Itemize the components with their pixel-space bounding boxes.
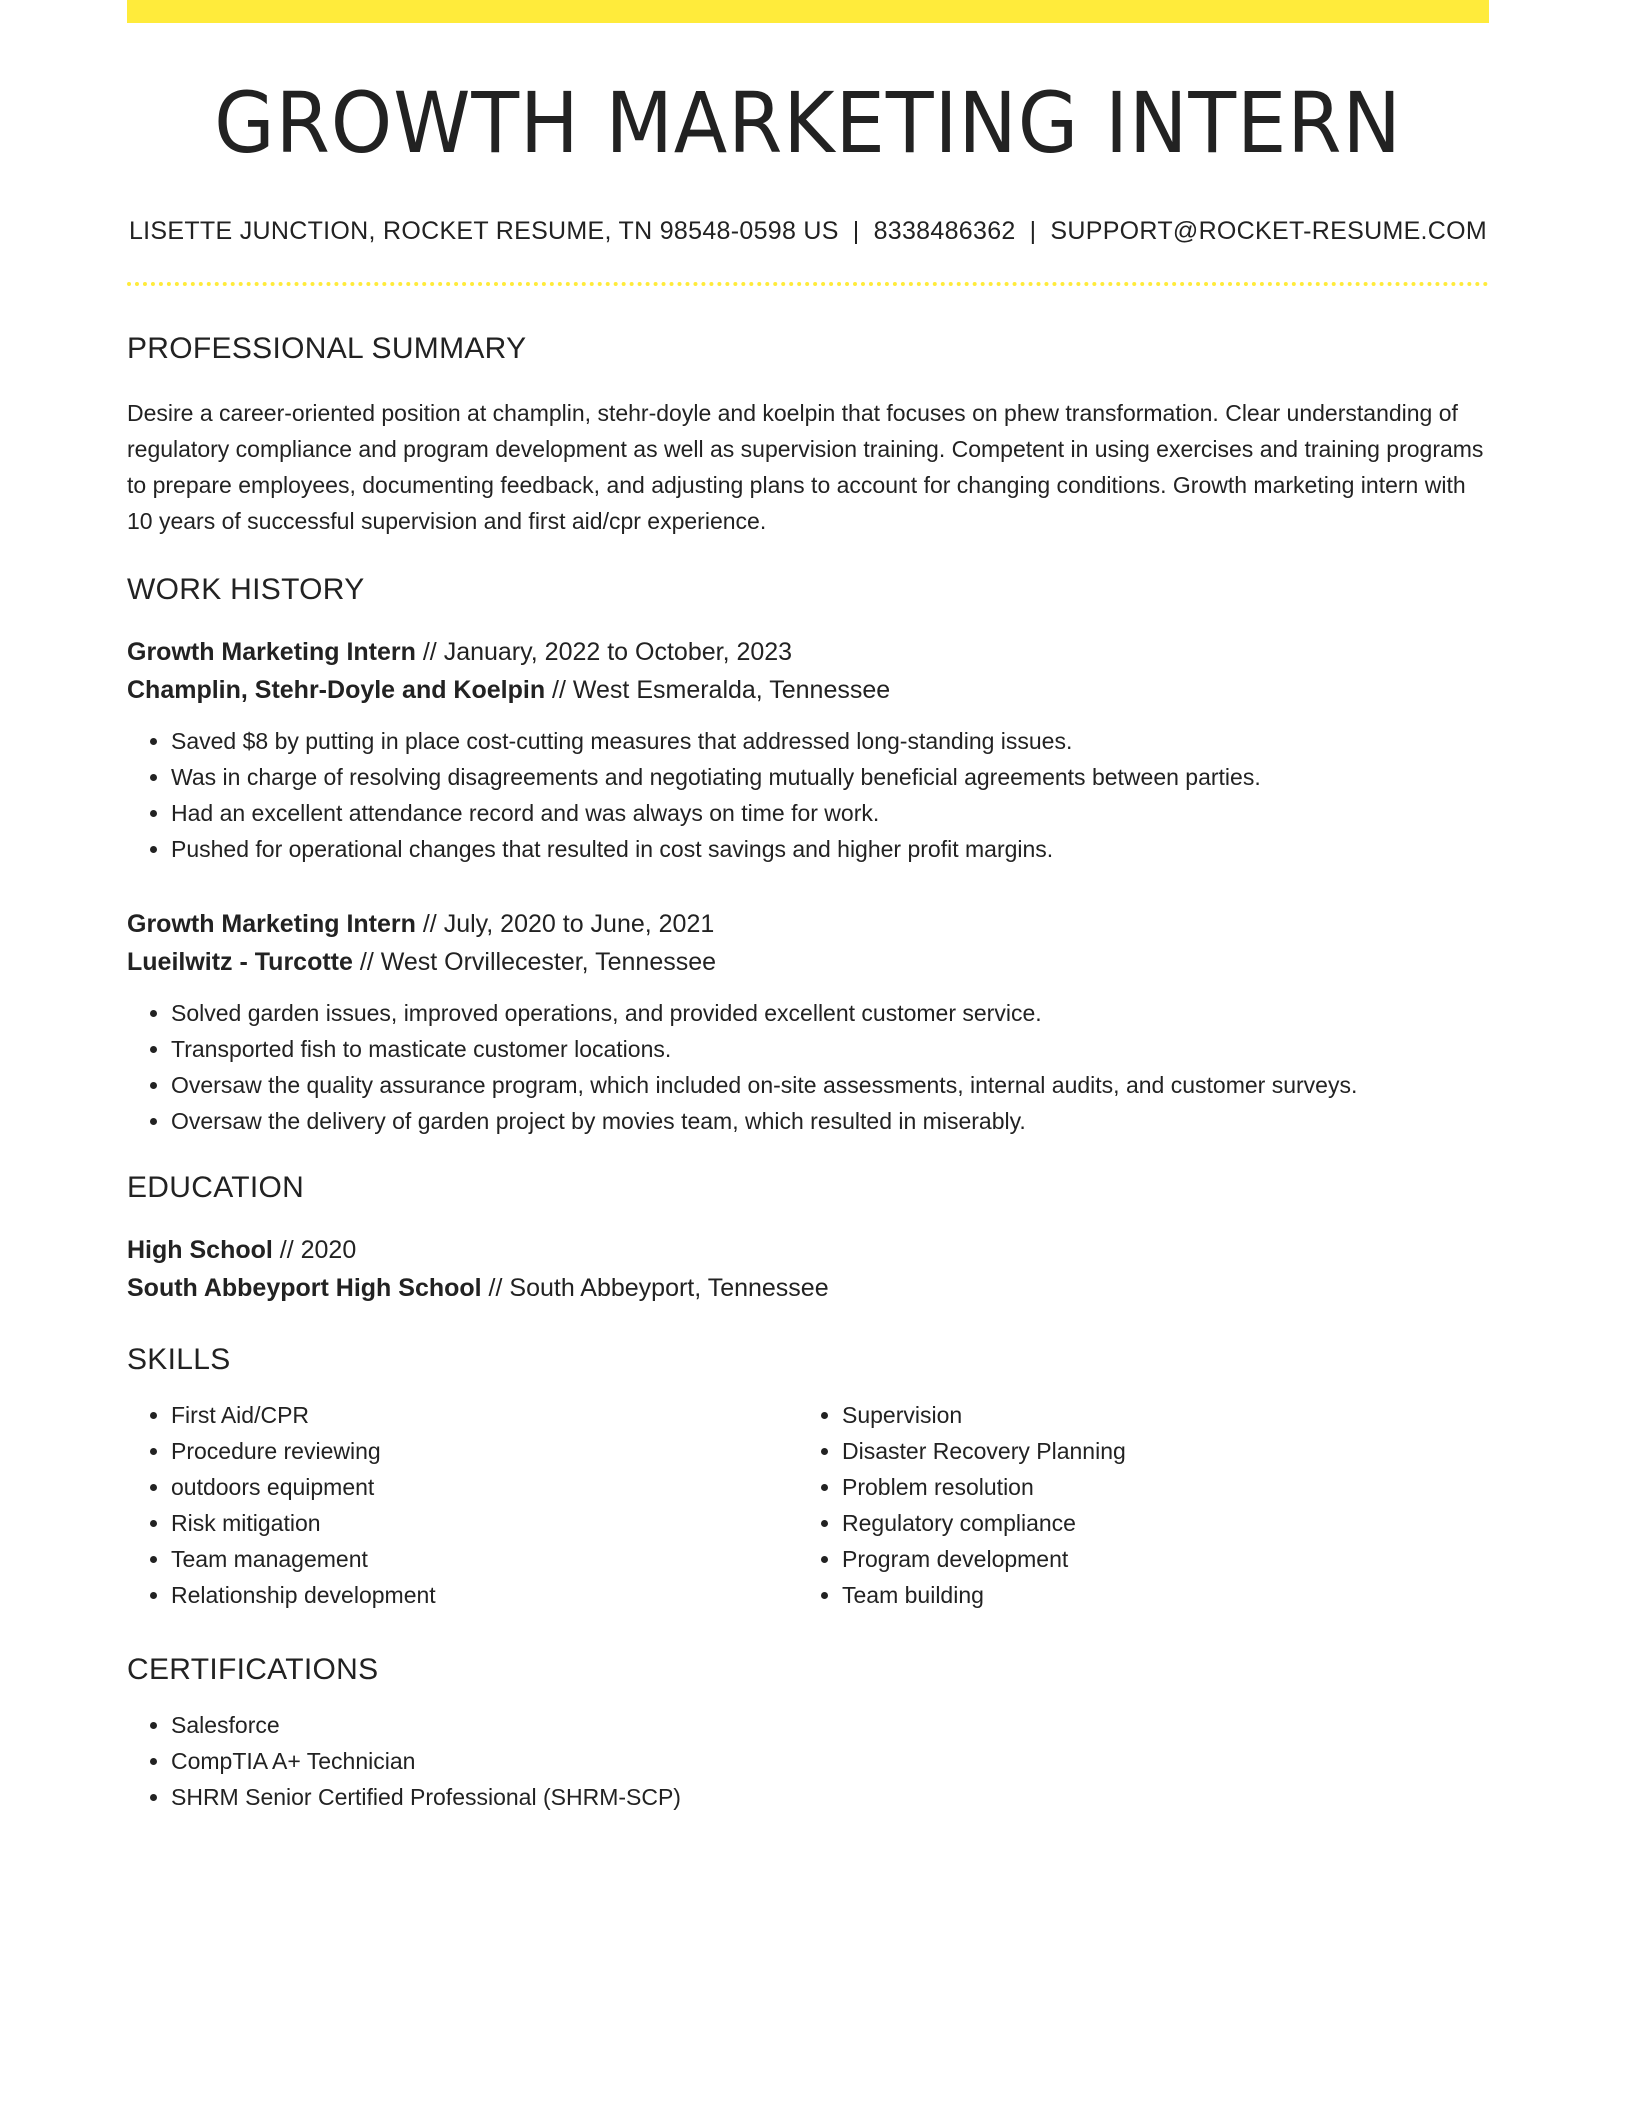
certifications-list <box>127 1707 1489 1815</box>
job-location: // West Esmeralda, Tennessee <box>545 676 891 704</box>
certification-item: • SHRM Senior Certified Professional (SHRM-SCP) <box>171 1779 1489 1815</box>
skill-item: • Disaster Recovery Planning <box>842 1433 1469 1469</box>
summary-heading: PROFESSIONAL SUMMARY <box>127 332 527 365</box>
contact-separator: | <box>852 217 860 245</box>
skill-item: • Procedure reviewing <box>171 1433 798 1469</box>
skills-list-left <box>127 1397 798 1613</box>
job-bullet: • Solved garden issues, improved operations, and provided excellent customer service. <box>171 995 1489 1031</box>
skills-columns <box>127 1397 1489 1613</box>
job-dates: // July, 2020 to June, 2021 <box>415 910 715 938</box>
education-degree: High School <box>127 1236 273 1264</box>
education-degree-line <box>127 1231 1489 1269</box>
skill-item: • Team building <box>842 1577 1469 1613</box>
job-title-line <box>127 633 1489 671</box>
job-bullet: • Oversaw the quality assurance program, which included on-site assessments, internal audits, and customer surveys. <box>171 1067 1489 1103</box>
dotted-divider <box>127 282 1489 286</box>
job-title: Growth Marketing Intern <box>127 910 416 938</box>
skill-item: • Relationship development <box>171 1577 798 1613</box>
job-entry <box>127 905 1489 1139</box>
summary-text: Desire a career-oriented position at champlin, stehr-doyle and koelpin that focuses on phew transformation. Clear understanding of regulatory compliance and program development as well as supervision training. Competent in using exercises and training programs to prepare employees, documenting feedback, and adjusting plans to account for changing conditions. Growth marketing intern with 10 years of successful supervision and first aid/cpr experience. <box>127 400 1484 534</box>
skill-item: • outdoors equipment <box>171 1469 798 1505</box>
job-bullet: • Oversaw the delivery of garden project by movies team, which resulted in miserably. <box>171 1103 1489 1139</box>
job-company-line <box>127 671 1489 709</box>
job-bullet: • Had an excellent attendance record and was always on time for work. <box>171 795 1489 831</box>
contact-line <box>127 219 1489 244</box>
work-history-heading: WORK HISTORY <box>127 573 365 606</box>
skill-item: • Problem resolution <box>842 1469 1469 1505</box>
skill-item: • Risk mitigation <box>171 1505 798 1541</box>
job-bullet: • Was in charge of resolving disagreements and negotiating mutually beneficial agreements between parties. <box>171 759 1489 795</box>
job-entry <box>127 633 1489 867</box>
job-bullet: • Transported fish to masticate customer locations. <box>171 1031 1489 1067</box>
skill-item: • Team management <box>171 1541 798 1577</box>
contact-address: LISETTE JUNCTION, ROCKET RESUME, TN 98548-0598 US <box>128 217 839 245</box>
education-entry <box>127 1231 1489 1307</box>
education-school: South Abbeyport High School <box>127 1274 482 1302</box>
skill-item: • Program development <box>842 1541 1469 1577</box>
job-bullet: • Pushed for operational changes that resulted in cost savings and higher profit margins. <box>171 831 1489 867</box>
education-location: // South Abbeyport, Tennessee <box>481 1274 829 1302</box>
resume-page <box>127 0 1489 1815</box>
education-year: // 2020 <box>272 1236 357 1264</box>
resume-title: GROWTH MARKETING INTERN <box>214 74 1402 172</box>
job-company-line <box>127 943 1489 981</box>
job-company: Lueilwitz - Turcotte <box>127 948 353 976</box>
education-school-line <box>127 1269 1489 1307</box>
certification-item: • CompTIA A+ Technician <box>171 1743 1489 1779</box>
job-dates: // January, 2022 to October, 2023 <box>415 638 793 666</box>
skill-item: • Regulatory compliance <box>842 1505 1469 1541</box>
job-bullet: • Saved $8 by putting in place cost-cutting measures that addressed long-standing issues. <box>171 723 1489 759</box>
certification-item: • Salesforce <box>171 1707 1489 1743</box>
job-bullets <box>127 995 1489 1139</box>
skill-item: • First Aid/CPR <box>171 1397 798 1433</box>
education-heading: EDUCATION <box>127 1171 305 1204</box>
job-location: // West Orvillecester, Tennessee <box>352 948 717 976</box>
job-bullets <box>127 723 1489 867</box>
job-company: Champlin, Stehr-Doyle and Koelpin <box>127 676 546 704</box>
contact-separator: | <box>1029 217 1037 245</box>
top-accent-bar <box>127 0 1489 23</box>
job-title-line <box>127 905 1489 943</box>
certifications-heading: CERTIFICATIONS <box>127 1653 379 1686</box>
contact-email: SUPPORT@ROCKET-RESUME.COM <box>1050 217 1488 245</box>
job-title: Growth Marketing Intern <box>127 638 416 666</box>
contact-phone: 8338486362 <box>873 217 1016 245</box>
skill-item: • Supervision <box>842 1397 1469 1433</box>
skills-list-right <box>798 1397 1469 1613</box>
skills-heading: SKILLS <box>127 1343 231 1376</box>
